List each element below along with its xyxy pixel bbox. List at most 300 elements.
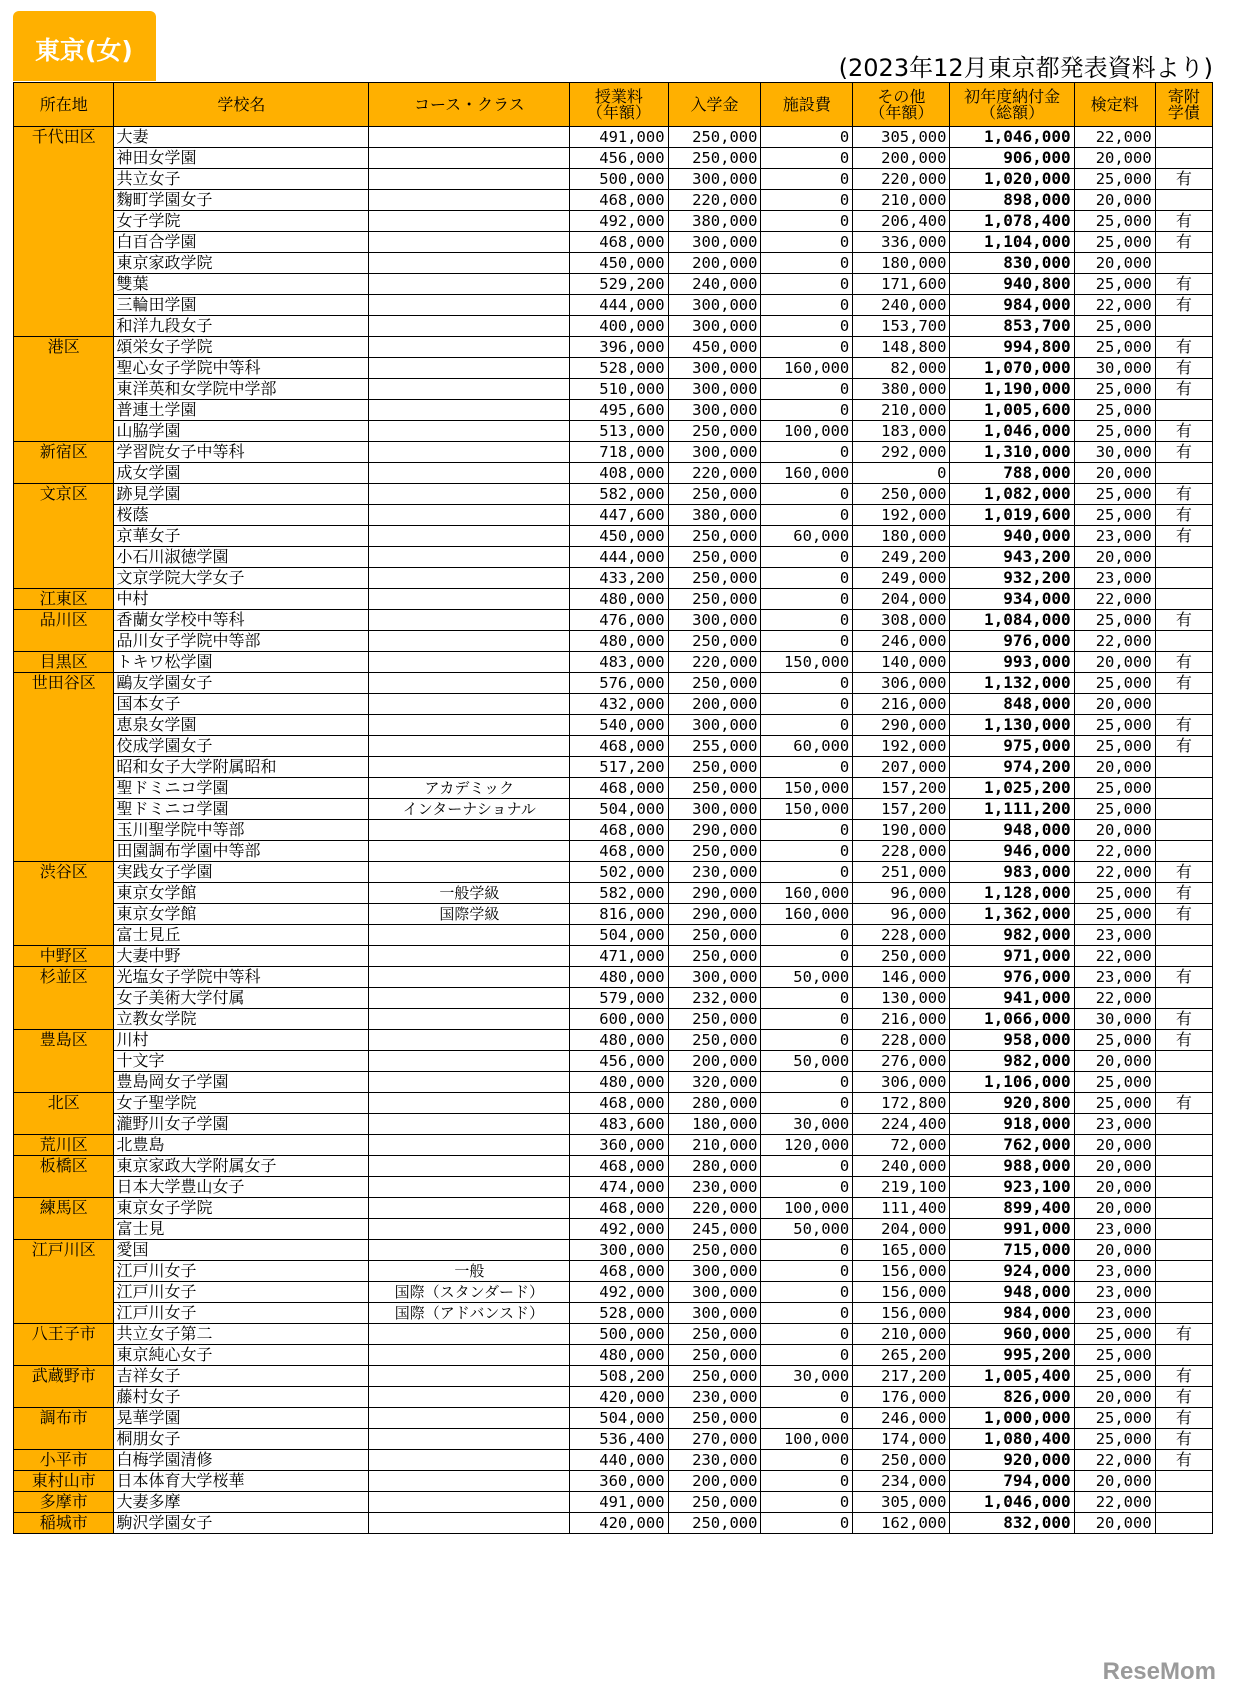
other-cell: 146,000 bbox=[853, 967, 950, 988]
other-cell: 210,000 bbox=[853, 190, 950, 211]
location-cell: 武蔵野市 bbox=[14, 1366, 114, 1408]
total-cell: 982,000 bbox=[950, 925, 1074, 946]
table-row bbox=[14, 1219, 1213, 1240]
table-row bbox=[14, 1513, 1213, 1534]
exam-cell: 25,000 bbox=[1074, 1093, 1155, 1114]
total-cell: 1,084,000 bbox=[950, 610, 1074, 631]
admission-cell: 230,000 bbox=[668, 1177, 761, 1198]
total-cell: 934,000 bbox=[950, 589, 1074, 610]
facility-cell: 100,000 bbox=[761, 1429, 853, 1450]
facility-cell: 0 bbox=[761, 253, 853, 274]
admission-cell: 250,000 bbox=[668, 673, 761, 694]
school-cell: トキワ松学園 bbox=[114, 652, 369, 673]
exam-cell: 25,000 bbox=[1074, 610, 1155, 631]
facility-cell: 0 bbox=[761, 1156, 853, 1177]
header-donation: 寄附 学債 bbox=[1155, 83, 1212, 127]
course-cell bbox=[369, 925, 570, 946]
tuition-cell: 468,000 bbox=[570, 736, 668, 757]
donation-cell: 有 bbox=[1155, 1009, 1212, 1030]
facility-cell: 150,000 bbox=[761, 652, 853, 673]
course-cell bbox=[369, 1093, 570, 1114]
facility-cell: 0 bbox=[761, 337, 853, 358]
exam-cell: 20,000 bbox=[1074, 1387, 1155, 1408]
exam-cell: 20,000 bbox=[1074, 1177, 1155, 1198]
table-row bbox=[14, 673, 1213, 694]
exam-cell: 22,000 bbox=[1074, 589, 1155, 610]
admission-cell: 250,000 bbox=[668, 1492, 761, 1513]
course-cell: 国際学級 bbox=[369, 904, 570, 925]
donation-cell: 有 bbox=[1155, 610, 1212, 631]
school-cell: 共立女子 bbox=[114, 169, 369, 190]
admission-cell: 250,000 bbox=[668, 1366, 761, 1387]
school-cell: 東京純心女子 bbox=[114, 1345, 369, 1366]
facility-cell: 0 bbox=[761, 127, 853, 148]
watermark-logo: ReseMom bbox=[1102, 1658, 1216, 1685]
facility-cell: 0 bbox=[761, 295, 853, 316]
facility-cell: 160,000 bbox=[761, 358, 853, 379]
tuition-cell: 500,000 bbox=[570, 1324, 668, 1345]
other-cell: 250,000 bbox=[853, 946, 950, 967]
table-row bbox=[14, 1198, 1213, 1219]
donation-cell: 有 bbox=[1155, 505, 1212, 526]
other-cell: 336,000 bbox=[853, 232, 950, 253]
course-cell bbox=[369, 1051, 570, 1072]
facility-cell: 0 bbox=[761, 1450, 853, 1471]
donation-cell: 有 bbox=[1155, 1429, 1212, 1450]
facility-cell: 60,000 bbox=[761, 526, 853, 547]
admission-cell: 180,000 bbox=[668, 1114, 761, 1135]
location-cell: 品川区 bbox=[14, 610, 114, 652]
donation-cell bbox=[1155, 820, 1212, 841]
school-cell: 東京女学館 bbox=[114, 883, 369, 904]
tuition-cell: 600,000 bbox=[570, 1009, 668, 1030]
course-cell bbox=[369, 1408, 570, 1429]
other-cell: 176,000 bbox=[853, 1387, 950, 1408]
other-cell: 224,400 bbox=[853, 1114, 950, 1135]
course-cell bbox=[369, 253, 570, 274]
donation-cell bbox=[1155, 1282, 1212, 1303]
course-cell bbox=[369, 1156, 570, 1177]
total-cell: 848,000 bbox=[950, 694, 1074, 715]
other-cell: 157,200 bbox=[853, 778, 950, 799]
school-cell: 女子聖学院 bbox=[114, 1093, 369, 1114]
table-row bbox=[14, 946, 1213, 967]
other-cell: 246,000 bbox=[853, 631, 950, 652]
exam-cell: 30,000 bbox=[1074, 1009, 1155, 1030]
tuition-cell: 420,000 bbox=[570, 1513, 668, 1534]
course-cell bbox=[369, 1198, 570, 1219]
donation-cell: 有 bbox=[1155, 484, 1212, 505]
table-row bbox=[14, 568, 1213, 589]
donation-cell bbox=[1155, 1345, 1212, 1366]
facility-cell: 0 bbox=[761, 988, 853, 1009]
exam-cell: 25,000 bbox=[1074, 1408, 1155, 1429]
facility-cell: 0 bbox=[761, 1303, 853, 1324]
school-cell: 東洋英和女学院中学部 bbox=[114, 379, 369, 400]
tuition-cell: 468,000 bbox=[570, 1198, 668, 1219]
other-cell: 190,000 bbox=[853, 820, 950, 841]
facility-cell: 0 bbox=[761, 1471, 853, 1492]
table-row bbox=[14, 1282, 1213, 1303]
other-cell: 216,000 bbox=[853, 694, 950, 715]
donation-cell bbox=[1155, 316, 1212, 337]
donation-cell bbox=[1155, 946, 1212, 967]
other-cell: 174,000 bbox=[853, 1429, 950, 1450]
facility-cell: 150,000 bbox=[761, 778, 853, 799]
school-cell: 聖心女子学院中等科 bbox=[114, 358, 369, 379]
admission-cell: 230,000 bbox=[668, 1387, 761, 1408]
facility-cell: 0 bbox=[761, 631, 853, 652]
tuition-cell: 456,000 bbox=[570, 148, 668, 169]
donation-cell bbox=[1155, 778, 1212, 799]
admission-cell: 220,000 bbox=[668, 1198, 761, 1219]
table-row bbox=[14, 148, 1213, 169]
exam-cell: 23,000 bbox=[1074, 1282, 1155, 1303]
school-cell: 香蘭女学校中等科 bbox=[114, 610, 369, 631]
donation-cell bbox=[1155, 1072, 1212, 1093]
table-row bbox=[14, 988, 1213, 1009]
facility-cell: 100,000 bbox=[761, 1198, 853, 1219]
admission-cell: 230,000 bbox=[668, 1450, 761, 1471]
admission-cell: 380,000 bbox=[668, 211, 761, 232]
facility-cell: 0 bbox=[761, 820, 853, 841]
school-cell: 雙葉 bbox=[114, 274, 369, 295]
admission-cell: 220,000 bbox=[668, 652, 761, 673]
exam-cell: 23,000 bbox=[1074, 925, 1155, 946]
total-cell: 982,000 bbox=[950, 1051, 1074, 1072]
facility-cell: 0 bbox=[761, 484, 853, 505]
table-row bbox=[14, 1366, 1213, 1387]
course-cell bbox=[369, 1030, 570, 1051]
admission-cell: 250,000 bbox=[668, 1513, 761, 1534]
admission-cell: 232,000 bbox=[668, 988, 761, 1009]
facility-cell: 0 bbox=[761, 925, 853, 946]
header-school: 学校名 bbox=[114, 83, 369, 127]
school-cell: 神田女学園 bbox=[114, 148, 369, 169]
admission-cell: 300,000 bbox=[668, 967, 761, 988]
other-cell: 210,000 bbox=[853, 1324, 950, 1345]
total-cell: 1,106,000 bbox=[950, 1072, 1074, 1093]
course-cell bbox=[369, 169, 570, 190]
course-cell bbox=[369, 946, 570, 967]
course-cell bbox=[369, 484, 570, 505]
total-cell: 1,310,000 bbox=[950, 442, 1074, 463]
school-cell: 東京家政学院 bbox=[114, 253, 369, 274]
other-cell: 157,200 bbox=[853, 799, 950, 820]
total-cell: 832,000 bbox=[950, 1513, 1074, 1534]
admission-cell: 250,000 bbox=[668, 421, 761, 442]
school-cell: 京華女子 bbox=[114, 526, 369, 547]
tuition-cell: 468,000 bbox=[570, 1093, 668, 1114]
facility-cell: 160,000 bbox=[761, 883, 853, 904]
facility-cell: 0 bbox=[761, 211, 853, 232]
facility-cell: 0 bbox=[761, 442, 853, 463]
total-cell: 1,019,600 bbox=[950, 505, 1074, 526]
course-cell bbox=[369, 1471, 570, 1492]
tuition-cell: 471,000 bbox=[570, 946, 668, 967]
tuition-cell: 468,000 bbox=[570, 1261, 668, 1282]
other-cell: 219,100 bbox=[853, 1177, 950, 1198]
course-cell bbox=[369, 568, 570, 589]
school-cell: 瀧野川女子学園 bbox=[114, 1114, 369, 1135]
facility-cell: 30,000 bbox=[761, 1114, 853, 1135]
course-cell: 一般学級 bbox=[369, 883, 570, 904]
location-cell: 新宿区 bbox=[14, 442, 114, 484]
course-cell bbox=[369, 232, 570, 253]
school-cell: 文京学院大学女子 bbox=[114, 568, 369, 589]
location-cell: 目黒区 bbox=[14, 652, 114, 673]
course-cell bbox=[369, 1492, 570, 1513]
school-cell: 日本大学豊山女子 bbox=[114, 1177, 369, 1198]
admission-cell: 250,000 bbox=[668, 631, 761, 652]
table-row bbox=[14, 1261, 1213, 1282]
course-cell bbox=[369, 757, 570, 778]
tuition-cell: 456,000 bbox=[570, 1051, 668, 1072]
exam-cell: 25,000 bbox=[1074, 274, 1155, 295]
facility-cell: 0 bbox=[761, 1387, 853, 1408]
other-cell: 148,800 bbox=[853, 337, 950, 358]
course-cell bbox=[369, 610, 570, 631]
exam-cell: 20,000 bbox=[1074, 1156, 1155, 1177]
table-row bbox=[14, 841, 1213, 862]
facility-cell: 120,000 bbox=[761, 1135, 853, 1156]
school-cell: 玉川聖学院中等部 bbox=[114, 820, 369, 841]
exam-cell: 22,000 bbox=[1074, 988, 1155, 1009]
table-row bbox=[14, 1051, 1213, 1072]
other-cell: 140,000 bbox=[853, 652, 950, 673]
tuition-cell: 483,600 bbox=[570, 1114, 668, 1135]
donation-cell: 有 bbox=[1155, 1408, 1212, 1429]
exam-cell: 25,000 bbox=[1074, 1345, 1155, 1366]
location-cell: 豊島区 bbox=[14, 1030, 114, 1093]
donation-cell bbox=[1155, 1114, 1212, 1135]
other-cell: 96,000 bbox=[853, 904, 950, 925]
other-cell: 153,700 bbox=[853, 316, 950, 337]
admission-cell: 300,000 bbox=[668, 610, 761, 631]
tuition-cell: 510,000 bbox=[570, 379, 668, 400]
exam-cell: 20,000 bbox=[1074, 1240, 1155, 1261]
total-cell: 1,005,400 bbox=[950, 1366, 1074, 1387]
donation-cell: 有 bbox=[1155, 1093, 1212, 1114]
admission-cell: 300,000 bbox=[668, 442, 761, 463]
total-cell: 960,000 bbox=[950, 1324, 1074, 1345]
other-cell: 306,000 bbox=[853, 673, 950, 694]
facility-cell: 0 bbox=[761, 1093, 853, 1114]
title-tab bbox=[13, 11, 156, 81]
facility-cell: 0 bbox=[761, 379, 853, 400]
other-cell: 183,000 bbox=[853, 421, 950, 442]
exam-cell: 22,000 bbox=[1074, 946, 1155, 967]
school-cell: 鷗友学園女子 bbox=[114, 673, 369, 694]
exam-cell: 20,000 bbox=[1074, 463, 1155, 484]
school-cell: 三輪田学園 bbox=[114, 295, 369, 316]
tuition-cell: 480,000 bbox=[570, 1345, 668, 1366]
course-cell bbox=[369, 190, 570, 211]
donation-cell: 有 bbox=[1155, 904, 1212, 925]
total-cell: 1,130,000 bbox=[950, 715, 1074, 736]
course-cell bbox=[369, 379, 570, 400]
school-cell: 国本女子 bbox=[114, 694, 369, 715]
donation-cell bbox=[1155, 925, 1212, 946]
exam-cell: 25,000 bbox=[1074, 736, 1155, 757]
course-cell bbox=[369, 652, 570, 673]
course-cell bbox=[369, 148, 570, 169]
tuition-cell: 433,200 bbox=[570, 568, 668, 589]
total-cell: 853,700 bbox=[950, 316, 1074, 337]
total-cell: 948,000 bbox=[950, 820, 1074, 841]
other-cell: 292,000 bbox=[853, 442, 950, 463]
course-cell bbox=[369, 400, 570, 421]
school-cell: 麴町学園女子 bbox=[114, 190, 369, 211]
school-cell: 豊島岡女子学園 bbox=[114, 1072, 369, 1093]
admission-cell: 250,000 bbox=[668, 547, 761, 568]
school-cell: 江戸川女子 bbox=[114, 1282, 369, 1303]
tuition-cell: 517,200 bbox=[570, 757, 668, 778]
location-cell: 渋谷区 bbox=[14, 862, 114, 946]
school-cell: 頌栄女子学院 bbox=[114, 337, 369, 358]
facility-cell: 0 bbox=[761, 1072, 853, 1093]
admission-cell: 245,000 bbox=[668, 1219, 761, 1240]
location-cell: 調布市 bbox=[14, 1408, 114, 1450]
facility-cell: 0 bbox=[761, 610, 853, 631]
tuition-cell: 476,000 bbox=[570, 610, 668, 631]
admission-cell: 250,000 bbox=[668, 148, 761, 169]
exam-cell: 25,000 bbox=[1074, 1072, 1155, 1093]
donation-cell bbox=[1155, 1198, 1212, 1219]
other-cell: 228,000 bbox=[853, 925, 950, 946]
tuition-cell: 440,000 bbox=[570, 1450, 668, 1471]
facility-cell: 0 bbox=[761, 1282, 853, 1303]
table-row bbox=[14, 1114, 1213, 1135]
course-cell bbox=[369, 736, 570, 757]
exam-cell: 25,000 bbox=[1074, 232, 1155, 253]
table-row bbox=[14, 631, 1213, 652]
header-row bbox=[14, 83, 1213, 127]
exam-cell: 22,000 bbox=[1074, 1450, 1155, 1471]
table-row bbox=[14, 253, 1213, 274]
exam-cell: 25,000 bbox=[1074, 505, 1155, 526]
table-row bbox=[14, 820, 1213, 841]
facility-cell: 0 bbox=[761, 715, 853, 736]
course-cell bbox=[369, 526, 570, 547]
admission-cell: 300,000 bbox=[668, 169, 761, 190]
exam-cell: 25,000 bbox=[1074, 1030, 1155, 1051]
table-row bbox=[14, 1072, 1213, 1093]
total-cell: 1,070,000 bbox=[950, 358, 1074, 379]
course-cell: 国際（スタンダード） bbox=[369, 1282, 570, 1303]
school-cell: 東京女学館 bbox=[114, 904, 369, 925]
course-cell bbox=[369, 358, 570, 379]
exam-cell: 25,000 bbox=[1074, 379, 1155, 400]
total-cell: 932,200 bbox=[950, 568, 1074, 589]
tuition-cell: 468,000 bbox=[570, 232, 668, 253]
exam-cell: 20,000 bbox=[1074, 148, 1155, 169]
table-row bbox=[14, 1450, 1213, 1471]
table-row bbox=[14, 1009, 1213, 1030]
facility-cell: 0 bbox=[761, 547, 853, 568]
school-cell: 品川女子学院中等部 bbox=[114, 631, 369, 652]
course-cell bbox=[369, 1513, 570, 1534]
other-cell: 72,000 bbox=[853, 1135, 950, 1156]
table-row bbox=[14, 967, 1213, 988]
tuition-cell: 504,000 bbox=[570, 799, 668, 820]
donation-cell bbox=[1155, 1240, 1212, 1261]
school-cell: 富士見丘 bbox=[114, 925, 369, 946]
tuition-cell: 444,000 bbox=[570, 547, 668, 568]
tuition-cell: 718,000 bbox=[570, 442, 668, 463]
donation-cell bbox=[1155, 1513, 1212, 1534]
exam-cell: 22,000 bbox=[1074, 127, 1155, 148]
total-cell: 1,104,000 bbox=[950, 232, 1074, 253]
location-cell: 板橋区 bbox=[14, 1156, 114, 1198]
table-row bbox=[14, 211, 1213, 232]
donation-cell: 有 bbox=[1155, 883, 1212, 904]
admission-cell: 200,000 bbox=[668, 253, 761, 274]
exam-cell: 23,000 bbox=[1074, 1114, 1155, 1135]
facility-cell: 0 bbox=[761, 274, 853, 295]
donation-cell: 有 bbox=[1155, 862, 1212, 883]
course-cell bbox=[369, 295, 570, 316]
school-cell: 光塩女子学院中等科 bbox=[114, 967, 369, 988]
other-cell: 246,000 bbox=[853, 1408, 950, 1429]
table-row bbox=[14, 421, 1213, 442]
table-row bbox=[14, 442, 1213, 463]
tuition-cell: 582,000 bbox=[570, 484, 668, 505]
admission-cell: 300,000 bbox=[668, 379, 761, 400]
total-cell: 976,000 bbox=[950, 631, 1074, 652]
donation-cell: 有 bbox=[1155, 169, 1212, 190]
donation-cell bbox=[1155, 547, 1212, 568]
total-cell: 1,046,000 bbox=[950, 127, 1074, 148]
total-cell: 898,000 bbox=[950, 190, 1074, 211]
admission-cell: 300,000 bbox=[668, 358, 761, 379]
tuition-cell: 528,000 bbox=[570, 358, 668, 379]
table-row bbox=[14, 1177, 1213, 1198]
school-cell: 中村 bbox=[114, 589, 369, 610]
tuition-cell: 396,000 bbox=[570, 337, 668, 358]
other-cell: 305,000 bbox=[853, 1492, 950, 1513]
school-cell: 大妻多摩 bbox=[114, 1492, 369, 1513]
school-cell: 駒沢学園女子 bbox=[114, 1513, 369, 1534]
table-row bbox=[14, 883, 1213, 904]
header-admission: 入学金 bbox=[668, 83, 761, 127]
exam-cell: 25,000 bbox=[1074, 421, 1155, 442]
exam-cell: 25,000 bbox=[1074, 1366, 1155, 1387]
total-cell: 984,000 bbox=[950, 1303, 1074, 1324]
page-title: 東京(女) bbox=[35, 36, 133, 65]
tuition-cell: 300,000 bbox=[570, 1240, 668, 1261]
course-cell: インターナショナル bbox=[369, 799, 570, 820]
admission-cell: 200,000 bbox=[668, 1471, 761, 1492]
other-cell: 192,000 bbox=[853, 505, 950, 526]
facility-cell: 0 bbox=[761, 190, 853, 211]
table-row bbox=[14, 925, 1213, 946]
tuition-cell: 468,000 bbox=[570, 778, 668, 799]
facility-cell: 0 bbox=[761, 1261, 853, 1282]
tuition-cell: 529,200 bbox=[570, 274, 668, 295]
total-cell: 976,000 bbox=[950, 967, 1074, 988]
course-cell bbox=[369, 841, 570, 862]
table-row bbox=[14, 799, 1213, 820]
exam-cell: 25,000 bbox=[1074, 484, 1155, 505]
donation-cell bbox=[1155, 1492, 1212, 1513]
header-total: 初年度納付金 （総額） bbox=[950, 83, 1074, 127]
exam-cell: 25,000 bbox=[1074, 400, 1155, 421]
exam-cell: 25,000 bbox=[1074, 778, 1155, 799]
other-cell: 250,000 bbox=[853, 484, 950, 505]
donation-cell: 有 bbox=[1155, 442, 1212, 463]
tuition-cell: 360,000 bbox=[570, 1135, 668, 1156]
